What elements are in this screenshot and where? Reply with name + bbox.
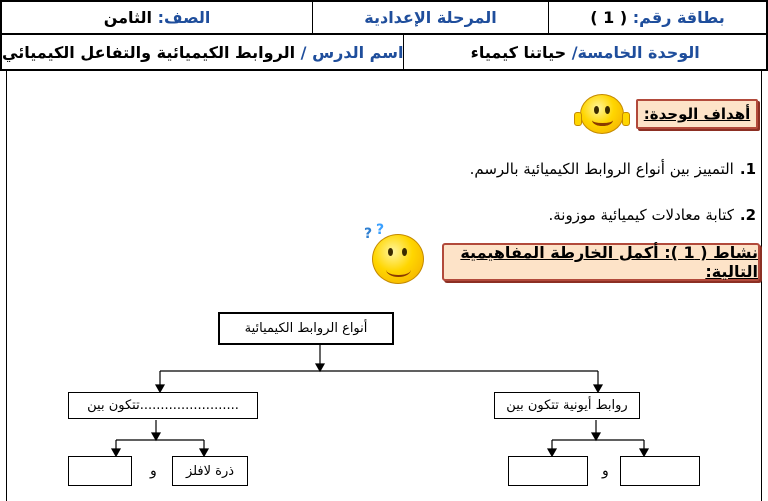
- lesson-value: الروابط الكيميائية والتفاعل الكيميائي: [2, 42, 296, 62]
- objective-text: التمييز بين أنواع الروابط الكيميائية بالرسم.: [469, 160, 734, 178]
- question-mark-icon: ?: [364, 226, 373, 242]
- grade-value: الثامن: [103, 8, 153, 27]
- right-child-blank-box-1[interactable]: [508, 456, 588, 486]
- left-branch-box[interactable]: ........................تتكون بين: [68, 392, 258, 419]
- left-child-nonmetal-box: ذرة لافلز: [172, 456, 248, 486]
- left-child-blank-box[interactable]: [68, 456, 132, 486]
- card-label: بطاقة رقم:: [632, 8, 725, 27]
- activity-title: نشاط ( 1 ): أكمل الخارطة المفاهيمية التالية:: [442, 243, 760, 281]
- unit-label: الوحدة الخامسة/: [571, 42, 700, 62]
- right-branch-box: روابط أيونية تتكون بين: [494, 392, 640, 419]
- unit-value: حياتنا كيمياء: [470, 42, 567, 62]
- grade-label: الصف:: [157, 8, 211, 27]
- right-connector: و: [602, 463, 609, 479]
- lesson-separator: /: [300, 42, 307, 62]
- right-child-blank-box-2[interactable]: [620, 456, 700, 486]
- concept-root-box: أنواع الروابط الكيميائية: [218, 312, 394, 345]
- objective-number: 1.: [739, 160, 756, 178]
- objective-number: 2.: [739, 206, 756, 224]
- objective-text: كتابة معادلات كيميائية موزونة.: [548, 206, 734, 224]
- left-connector: و: [150, 463, 157, 479]
- objectives-title: أهداف الوحدة:: [636, 99, 758, 129]
- stage-cell: المرحلة الإعدادية: [312, 2, 548, 33]
- question-mark-icon: ?: [376, 222, 385, 238]
- lesson-label: اسم الدرس: [312, 42, 404, 62]
- card-number: ( 1 ): [590, 8, 628, 27]
